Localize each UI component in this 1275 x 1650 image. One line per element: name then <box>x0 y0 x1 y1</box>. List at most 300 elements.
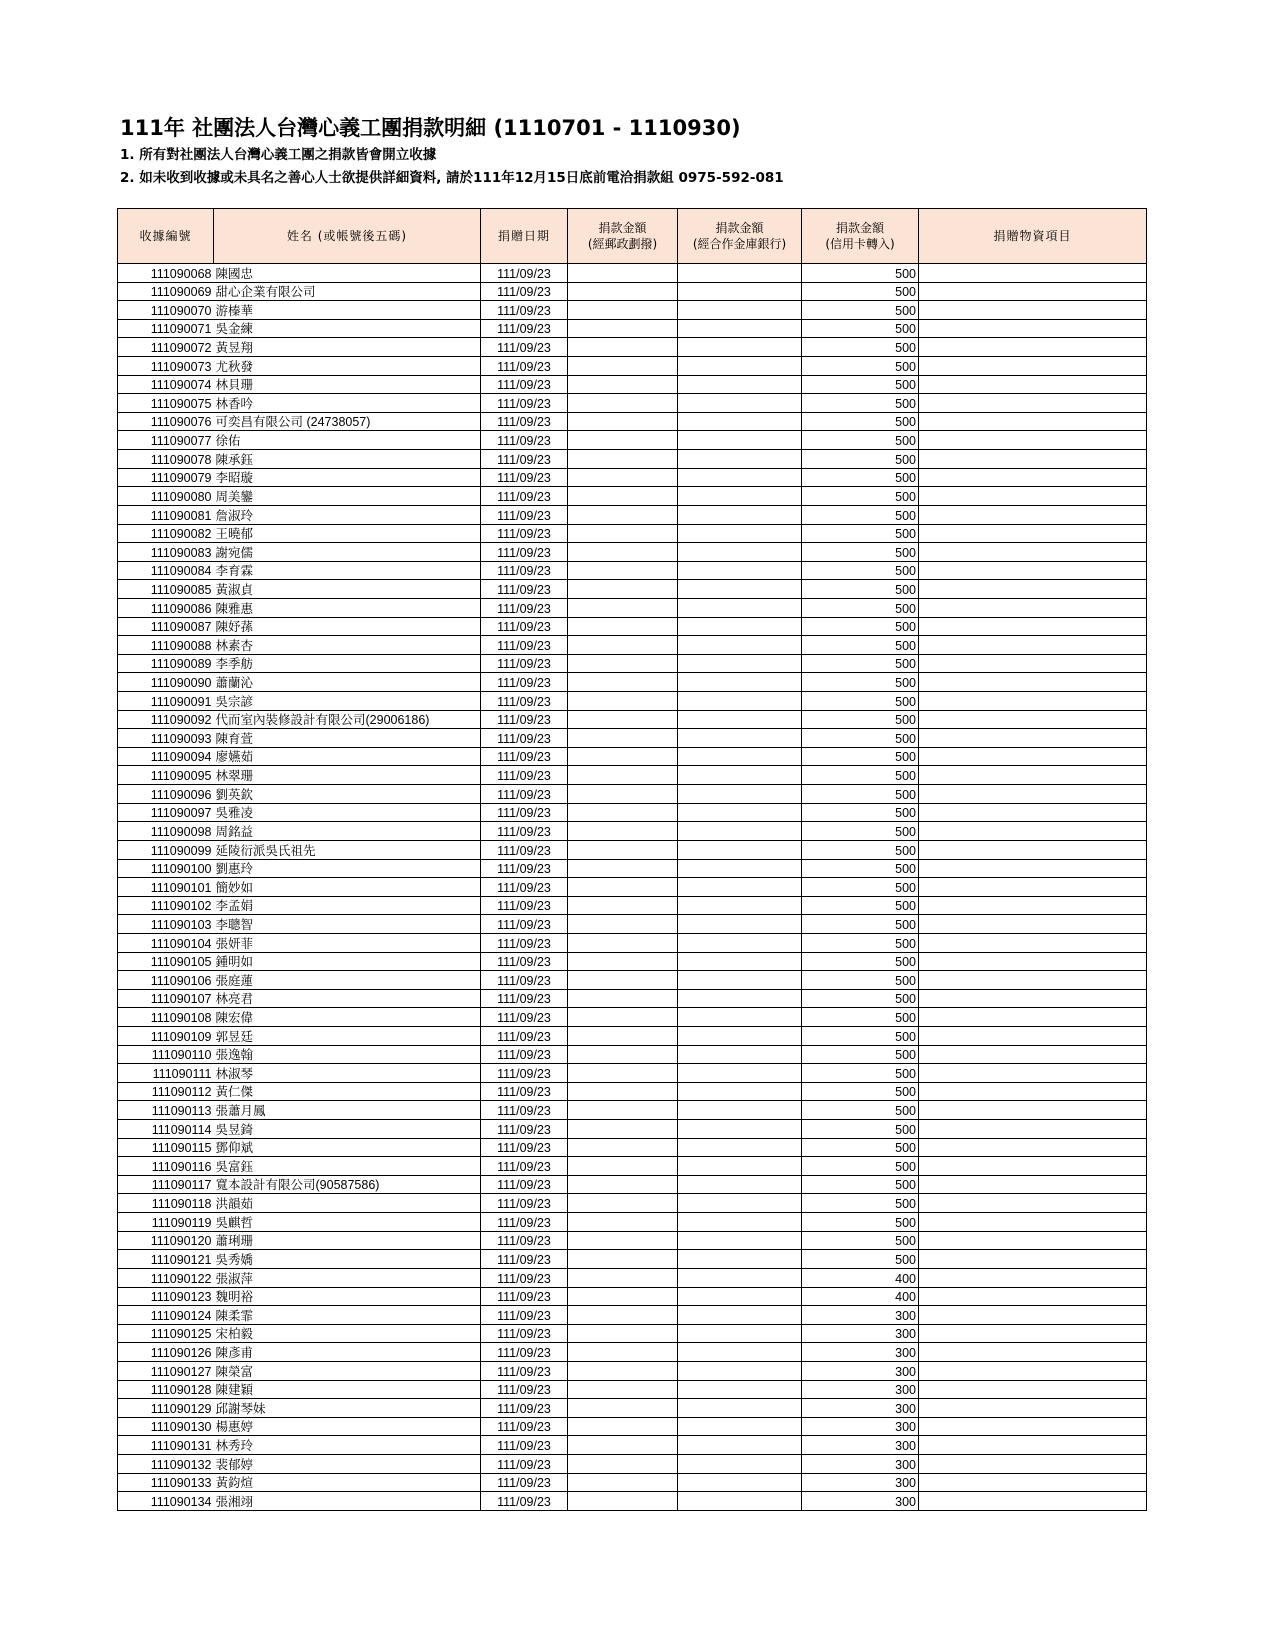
receipt-no-cell: 111090088 <box>118 636 214 655</box>
donor-name-cell: 劉惠玲 <box>214 859 481 878</box>
amount-card-cell: 500 <box>802 1175 919 1194</box>
amount-bank-cell <box>678 1064 802 1083</box>
goods-cell <box>919 1268 1147 1287</box>
goods-cell <box>919 1213 1147 1232</box>
amount-post-cell <box>568 561 678 580</box>
donation-date-cell: 111/09/23 <box>481 1436 568 1455</box>
goods-cell <box>919 803 1147 822</box>
donation-date-cell: 111/09/23 <box>481 1250 568 1269</box>
amount-bank-cell <box>678 505 802 524</box>
donor-name-cell: 吳富鈺 <box>214 1157 481 1176</box>
table-row <box>118 1008 1147 1027</box>
goods-cell <box>919 1082 1147 1101</box>
amount-post-cell <box>568 1008 678 1027</box>
receipt-no-cell: 111090084 <box>118 561 214 580</box>
receipt-no-cell: 111090089 <box>118 654 214 673</box>
donor-name-cell: 林亮君 <box>214 989 481 1008</box>
amount-bank-cell <box>678 487 802 506</box>
donation-date-cell: 111/09/23 <box>481 971 568 990</box>
amount-post-cell <box>568 692 678 711</box>
amount-bank-cell <box>678 1324 802 1343</box>
goods-cell <box>919 729 1147 748</box>
amount-bank-cell <box>678 598 802 617</box>
amount-post-cell <box>568 450 678 469</box>
receipt-no-cell: 111090113 <box>118 1101 214 1120</box>
donor-name-cell: 甜心企業有限公司 <box>214 282 481 301</box>
receipt-no-cell: 111090092 <box>118 710 214 729</box>
amount-post-cell <box>568 580 678 599</box>
table-row <box>118 859 1147 878</box>
donor-name-cell: 陳承鈺 <box>214 450 481 469</box>
table-row <box>118 878 1147 897</box>
donation-date-cell: 111/09/23 <box>481 710 568 729</box>
amount-post-cell <box>568 1473 678 1492</box>
amount-post-cell <box>568 412 678 431</box>
goods-cell <box>919 933 1147 952</box>
donor-name-cell: 張淑萍 <box>214 1268 481 1287</box>
goods-cell <box>919 1194 1147 1213</box>
table-row <box>118 766 1147 785</box>
donor-name-cell: 李孟娟 <box>214 896 481 915</box>
amount-card-cell: 500 <box>802 1231 919 1250</box>
amount-bank-cell <box>678 264 802 283</box>
amount-bank-cell <box>678 524 802 543</box>
amount-post-cell <box>568 301 678 320</box>
amount-post-cell <box>568 896 678 915</box>
amount-post-cell <box>568 971 678 990</box>
note-contact-info: 2. 如未收到收據或未具名之善心人士欲提供詳細資料, 請於111年12月15日底前電洽捐款組 0975-592-081 <box>120 170 784 186</box>
amount-post-cell <box>568 1175 678 1194</box>
amount-card-cell: 300 <box>802 1399 919 1418</box>
receipt-no-cell: 111090095 <box>118 766 214 785</box>
goods-cell <box>919 375 1147 394</box>
receipt-no-cell: 111090082 <box>118 524 214 543</box>
amount-bank-cell <box>678 952 802 971</box>
receipt-no-cell: 111090130 <box>118 1417 214 1436</box>
receipt-no-cell: 111090073 <box>118 357 214 376</box>
header-amount-bank-line2: (經合作金庫銀行) <box>692 237 787 251</box>
amount-post-cell <box>568 394 678 413</box>
receipt-no-cell: 111090134 <box>118 1492 214 1511</box>
donation-date-cell: 111/09/23 <box>481 617 568 636</box>
donation-date-cell: 111/09/23 <box>481 1399 568 1418</box>
donation-date-cell: 111/09/23 <box>481 1380 568 1399</box>
amount-bank-cell <box>678 729 802 748</box>
table-row <box>118 580 1147 599</box>
donor-name-cell: 張妍菲 <box>214 933 481 952</box>
header-amount-post <box>568 209 678 264</box>
table-row <box>118 785 1147 804</box>
table-row <box>118 394 1147 413</box>
amount-bank-cell <box>678 654 802 673</box>
donation-date-cell: 111/09/23 <box>481 394 568 413</box>
header-receipt-no: 收據編號 <box>118 209 214 264</box>
amount-post-cell <box>568 1306 678 1325</box>
amount-card-cell: 300 <box>802 1417 919 1436</box>
donor-name-cell: 郭昱廷 <box>214 1026 481 1045</box>
donation-date-cell: 111/09/23 <box>481 1417 568 1436</box>
goods-cell <box>919 1343 1147 1362</box>
amount-post-cell <box>568 673 678 692</box>
amount-card-cell: 300 <box>802 1455 919 1474</box>
amount-card-cell: 300 <box>802 1361 919 1380</box>
amount-bank-cell <box>678 1082 802 1101</box>
donor-name-cell: 尤秋發 <box>214 357 481 376</box>
receipt-no-cell: 111090085 <box>118 580 214 599</box>
donor-name-cell: 陳雅惠 <box>214 598 481 617</box>
donor-name-cell: 黃鈞煊 <box>214 1473 481 1492</box>
amount-card-cell: 500 <box>802 1008 919 1027</box>
receipt-no-cell: 111090104 <box>118 933 214 952</box>
receipt-no-cell: 111090068 <box>118 264 214 283</box>
table-row <box>118 952 1147 971</box>
donor-name-cell: 詹淑玲 <box>214 505 481 524</box>
amount-bank-cell <box>678 357 802 376</box>
amount-bank-cell <box>678 561 802 580</box>
amount-bank-cell <box>678 1380 802 1399</box>
receipt-no-cell: 111090112 <box>118 1082 214 1101</box>
donor-name-cell: 陳妤蓀 <box>214 617 481 636</box>
amount-card-cell: 500 <box>802 692 919 711</box>
table-row <box>118 1026 1147 1045</box>
amount-card-cell: 500 <box>802 338 919 357</box>
amount-post-cell <box>568 1250 678 1269</box>
amount-card-cell: 500 <box>802 989 919 1008</box>
goods-cell <box>919 598 1147 617</box>
goods-cell <box>919 896 1147 915</box>
receipt-no-cell: 111090111 <box>118 1064 214 1083</box>
amount-card-cell: 500 <box>802 710 919 729</box>
goods-cell <box>919 524 1147 543</box>
table-row <box>118 1045 1147 1064</box>
header-goods: 捐贈物資項目 <box>919 209 1147 264</box>
donor-name-cell: 延陵衍派吳氏祖先 <box>214 840 481 859</box>
table-row <box>118 747 1147 766</box>
amount-bank-cell <box>678 840 802 859</box>
goods-cell <box>919 412 1147 431</box>
amount-bank-cell <box>678 394 802 413</box>
table-row <box>118 1473 1147 1492</box>
amount-bank-cell <box>678 375 802 394</box>
donor-name-cell: 可奕昌有限公司 (24738057) <box>214 412 481 431</box>
donor-name-cell: 陳育萱 <box>214 729 481 748</box>
table-row <box>118 282 1147 301</box>
amount-bank-cell <box>678 1361 802 1380</box>
goods-cell <box>919 505 1147 524</box>
donation-date-cell: 111/09/23 <box>481 1268 568 1287</box>
amount-bank-cell <box>678 692 802 711</box>
header-amount-card <box>802 209 919 264</box>
amount-post-cell <box>568 1064 678 1083</box>
receipt-no-cell: 111090100 <box>118 859 214 878</box>
table-row <box>118 561 1147 580</box>
goods-cell <box>919 1101 1147 1120</box>
table-row <box>118 1175 1147 1194</box>
table-row <box>118 822 1147 841</box>
amount-bank-cell <box>678 1194 802 1213</box>
table-row <box>118 1455 1147 1474</box>
table-row <box>118 971 1147 990</box>
amount-card-cell: 300 <box>802 1492 919 1511</box>
amount-card-cell: 500 <box>802 1213 919 1232</box>
donor-name-cell: 陳榮富 <box>214 1361 481 1380</box>
amount-post-cell <box>568 524 678 543</box>
amount-bank-cell <box>678 1287 802 1306</box>
goods-cell <box>919 561 1147 580</box>
donor-name-cell: 李昭璇 <box>214 468 481 487</box>
donor-name-cell: 李聰智 <box>214 915 481 934</box>
amount-post-cell <box>568 1287 678 1306</box>
receipt-no-cell: 111090091 <box>118 692 214 711</box>
receipt-no-cell: 111090106 <box>118 971 214 990</box>
amount-card-cell: 500 <box>802 431 919 450</box>
amount-post-cell <box>568 915 678 934</box>
table-row <box>118 487 1147 506</box>
donation-date-cell: 111/09/23 <box>481 692 568 711</box>
table-row <box>118 654 1147 673</box>
table-row <box>118 468 1147 487</box>
table-row <box>118 1101 1147 1120</box>
donor-name-cell: 林淑琴 <box>214 1064 481 1083</box>
donation-date-cell: 111/09/23 <box>481 1101 568 1120</box>
receipt-no-cell: 111090096 <box>118 785 214 804</box>
table-row <box>118 673 1147 692</box>
donor-name-cell: 吳麒哲 <box>214 1213 481 1232</box>
amount-card-cell: 500 <box>802 543 919 562</box>
amount-bank-cell <box>678 319 802 338</box>
table-row <box>118 319 1147 338</box>
table-row <box>118 1306 1147 1325</box>
table-row <box>118 1380 1147 1399</box>
table-row <box>118 1194 1147 1213</box>
table-row <box>118 989 1147 1008</box>
receipt-no-cell: 111090109 <box>118 1026 214 1045</box>
donor-name-cell: 魏明裕 <box>214 1287 481 1306</box>
donation-date-cell: 111/09/23 <box>481 561 568 580</box>
amount-bank-cell <box>678 1455 802 1474</box>
amount-bank-cell <box>678 822 802 841</box>
goods-cell <box>919 543 1147 562</box>
amount-card-cell: 500 <box>802 747 919 766</box>
amount-card-cell: 500 <box>802 301 919 320</box>
amount-bank-cell <box>678 989 802 1008</box>
donation-date-cell: 111/09/23 <box>481 598 568 617</box>
header-amount-post-line1: 捐款金額 <box>598 221 647 235</box>
donation-date-cell: 111/09/23 <box>481 1045 568 1064</box>
amount-card-cell: 500 <box>802 1138 919 1157</box>
amount-bank-cell <box>678 803 802 822</box>
amount-post-cell <box>568 431 678 450</box>
table-row <box>118 1492 1147 1511</box>
donor-name-cell: 鄧仰斌 <box>214 1138 481 1157</box>
donation-date-cell: 111/09/23 <box>481 1082 568 1101</box>
table-row <box>118 505 1147 524</box>
table-row <box>118 1082 1147 1101</box>
amount-bank-cell <box>678 896 802 915</box>
donor-name-cell: 劉英欽 <box>214 785 481 804</box>
donation-date-cell: 111/09/23 <box>481 375 568 394</box>
goods-cell <box>919 1399 1147 1418</box>
donation-date-cell: 111/09/23 <box>481 301 568 320</box>
goods-cell <box>919 1473 1147 1492</box>
donation-date-cell: 111/09/23 <box>481 933 568 952</box>
donor-name-cell: 周美鑾 <box>214 487 481 506</box>
amount-post-cell <box>568 654 678 673</box>
amount-bank-cell <box>678 1101 802 1120</box>
table-row <box>118 692 1147 711</box>
amount-bank-cell <box>678 915 802 934</box>
receipt-no-cell: 111090080 <box>118 487 214 506</box>
amount-post-cell <box>568 264 678 283</box>
donation-date-cell: 111/09/23 <box>481 487 568 506</box>
goods-cell <box>919 1306 1147 1325</box>
amount-card-cell: 500 <box>802 394 919 413</box>
donation-date-cell: 111/09/23 <box>481 543 568 562</box>
table-row <box>118 598 1147 617</box>
receipt-no-cell: 111090107 <box>118 989 214 1008</box>
donation-date-cell: 111/09/23 <box>481 1213 568 1232</box>
donor-name-cell: 黃仁傑 <box>214 1082 481 1101</box>
amount-bank-cell <box>678 971 802 990</box>
amount-bank-cell <box>678 1306 802 1325</box>
donor-name-cell: 林香吟 <box>214 394 481 413</box>
amount-card-cell: 500 <box>802 598 919 617</box>
receipt-no-cell: 111090116 <box>118 1157 214 1176</box>
goods-cell <box>919 822 1147 841</box>
table-row <box>118 933 1147 952</box>
donation-date-cell: 111/09/23 <box>481 1306 568 1325</box>
table-row <box>118 450 1147 469</box>
goods-cell <box>919 1120 1147 1139</box>
donation-date-cell: 111/09/23 <box>481 636 568 655</box>
goods-cell <box>919 1361 1147 1380</box>
receipt-no-cell: 111090071 <box>118 319 214 338</box>
amount-bank-cell <box>678 1399 802 1418</box>
receipt-no-cell: 111090129 <box>118 1399 214 1418</box>
donation-date-cell: 111/09/23 <box>481 673 568 692</box>
amount-card-cell: 300 <box>802 1343 919 1362</box>
amount-post-cell <box>568 1380 678 1399</box>
goods-cell <box>919 878 1147 897</box>
table-row <box>118 301 1147 320</box>
amount-post-cell <box>568 338 678 357</box>
amount-post-cell <box>568 729 678 748</box>
donor-name-cell: 林翠珊 <box>214 766 481 785</box>
donation-date-cell: 111/09/23 <box>481 1492 568 1511</box>
donation-date-cell: 111/09/23 <box>481 654 568 673</box>
goods-cell <box>919 487 1147 506</box>
table-row <box>118 1231 1147 1250</box>
header-name: 姓名 (或帳號後五碼) <box>214 209 481 264</box>
amount-post-cell <box>568 543 678 562</box>
amount-card-cell: 500 <box>802 450 919 469</box>
amount-bank-cell <box>678 747 802 766</box>
goods-cell <box>919 1455 1147 1474</box>
receipt-no-cell: 111090077 <box>118 431 214 450</box>
receipt-no-cell: 111090079 <box>118 468 214 487</box>
receipt-no-cell: 111090127 <box>118 1361 214 1380</box>
receipt-no-cell: 111090101 <box>118 878 214 897</box>
amount-bank-cell <box>678 412 802 431</box>
amount-post-cell <box>568 1324 678 1343</box>
amount-post-cell <box>568 1045 678 1064</box>
donation-date-cell: 111/09/23 <box>481 785 568 804</box>
amount-bank-cell <box>678 1175 802 1194</box>
amount-post-cell <box>568 803 678 822</box>
amount-card-cell: 400 <box>802 1287 919 1306</box>
receipt-no-cell: 111090124 <box>118 1306 214 1325</box>
amount-post-cell <box>568 1101 678 1120</box>
goods-cell <box>919 785 1147 804</box>
donation-date-cell: 111/09/23 <box>481 1175 568 1194</box>
amount-post-cell <box>568 282 678 301</box>
donation-date-cell: 111/09/23 <box>481 859 568 878</box>
donation-date-cell: 111/09/23 <box>481 1008 568 1027</box>
amount-card-cell: 500 <box>802 1120 919 1139</box>
goods-cell <box>919 1492 1147 1511</box>
donor-name-cell: 徐佑 <box>214 431 481 450</box>
donor-name-cell: 裴郁婷 <box>214 1455 481 1474</box>
amount-card-cell: 500 <box>802 766 919 785</box>
donor-name-cell: 蕭琍珊 <box>214 1231 481 1250</box>
donor-name-cell: 周銘益 <box>214 822 481 841</box>
receipt-no-cell: 111090119 <box>118 1213 214 1232</box>
amount-post-cell <box>568 822 678 841</box>
receipt-no-cell: 111090132 <box>118 1455 214 1474</box>
goods-cell <box>919 1026 1147 1045</box>
receipt-no-cell: 111090075 <box>118 394 214 413</box>
table-row <box>118 617 1147 636</box>
amount-card-cell: 500 <box>802 915 919 934</box>
amount-bank-cell <box>678 1120 802 1139</box>
amount-post-cell <box>568 933 678 952</box>
donation-date-cell: 111/09/23 <box>481 1473 568 1492</box>
amount-card-cell: 500 <box>802 282 919 301</box>
receipt-no-cell: 111090094 <box>118 747 214 766</box>
donor-name-cell: 林秀玲 <box>214 1436 481 1455</box>
amount-post-cell <box>568 319 678 338</box>
amount-post-cell <box>568 1417 678 1436</box>
amount-bank-cell <box>678 617 802 636</box>
amount-card-cell: 500 <box>802 1026 919 1045</box>
donor-name-cell: 林貝珊 <box>214 375 481 394</box>
header-amount-card-line1: 捐款金額 <box>835 221 884 235</box>
amount-post-cell <box>568 1157 678 1176</box>
table-row <box>118 375 1147 394</box>
amount-post-cell <box>568 1455 678 1474</box>
goods-cell <box>919 654 1147 673</box>
amount-post-cell <box>568 1492 678 1511</box>
donor-name-cell: 宋柏毅 <box>214 1324 481 1343</box>
donation-date-cell: 111/09/23 <box>481 952 568 971</box>
table-row <box>118 1417 1147 1436</box>
table-row <box>118 803 1147 822</box>
receipt-no-cell: 111090122 <box>118 1268 214 1287</box>
goods-cell <box>919 766 1147 785</box>
amount-card-cell: 500 <box>802 319 919 338</box>
amount-post-cell <box>568 357 678 376</box>
amount-bank-cell <box>678 785 802 804</box>
table-row <box>118 710 1147 729</box>
amount-card-cell: 500 <box>802 952 919 971</box>
amount-post-cell <box>568 710 678 729</box>
receipt-no-cell: 111090118 <box>118 1194 214 1213</box>
goods-cell <box>919 989 1147 1008</box>
amount-card-cell: 500 <box>802 1194 919 1213</box>
donor-name-cell: 林素杏 <box>214 636 481 655</box>
goods-cell <box>919 692 1147 711</box>
donor-name-cell: 吳金練 <box>214 319 481 338</box>
